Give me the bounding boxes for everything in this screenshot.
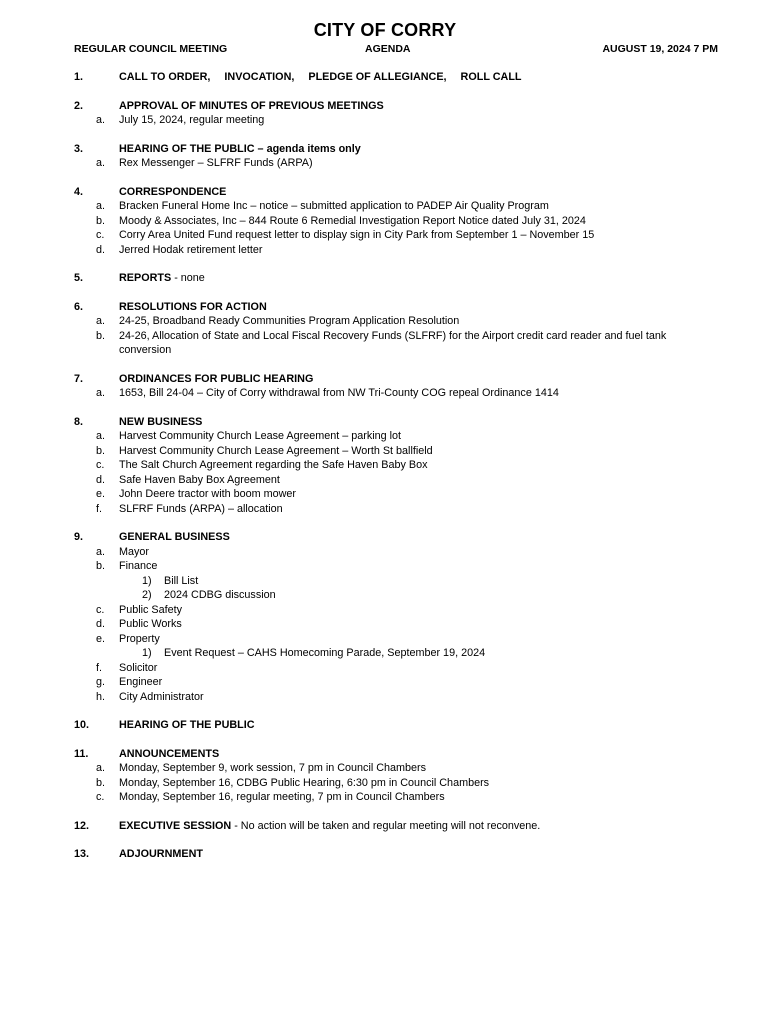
agenda-item-heading — [119, 530, 770, 545]
sub-item — [0, 603, 770, 618]
sub-item — [0, 314, 770, 329]
sub-sub-item — [0, 574, 770, 589]
sub-item — [0, 458, 770, 473]
agenda-item — [0, 99, 770, 128]
agenda-item-number: 5. — [74, 272, 84, 284]
sub-item-text: SLFRF Funds (ARPA) – allocation — [119, 502, 283, 515]
sub-item — [0, 617, 770, 632]
sub-sub-item-text: Event Request – CAHS Homecoming Parade, September 19, 2024 — [164, 647, 486, 659]
agenda-item — [0, 185, 770, 258]
sub-item-text: John Deere tractor with boom mower — [119, 488, 297, 500]
agenda-item-number: 4. — [74, 185, 84, 198]
sub-item — [0, 690, 770, 705]
agenda-item-title: ANNOUNCEMENTS — [119, 747, 220, 760]
sub-item — [0, 661, 770, 676]
sub-item-text: Finance — [119, 560, 158, 572]
sub-item-text: 24-26, Allocation of State and Local Fiscal Recovery Funds (SLFRF) for the Airport credit card reader and fuel tank conversion — [119, 329, 667, 356]
sub-item-letter: b. — [96, 560, 106, 572]
document-title: CITY OF CORRY — [313, 20, 457, 40]
heading-part: INVOCATION, — [224, 71, 295, 83]
sub-item-letter: a. — [96, 762, 106, 774]
sub-item — [0, 429, 770, 444]
sub-sub-item-text: Bill List — [164, 574, 199, 587]
sub-item-letter: e. — [96, 632, 106, 645]
agenda-item-number: 1. — [74, 71, 84, 83]
agenda-item — [0, 847, 770, 862]
sub-item-letter: a. — [96, 157, 106, 169]
sub-sub-item — [0, 646, 770, 661]
sub-item-text: 1653, Bill 24-04 – City of Corry withdrawal from NW Tri-County COG repeal Ordinance 1414 — [119, 387, 559, 399]
agenda-item-heading — [119, 70, 770, 85]
agenda-item-heading — [119, 718, 770, 733]
sub-item — [0, 243, 770, 258]
sub-item-letter: d. — [96, 473, 106, 486]
agenda-item-number: 13. — [74, 848, 90, 860]
sub-item-letter: a. — [96, 315, 106, 327]
agenda-item — [0, 530, 770, 704]
sub-item-letter: a. — [96, 200, 106, 212]
sub-item — [0, 113, 770, 128]
sub-item-text: Harvest Community Church Lease Agreement – Worth St ballfield — [119, 444, 433, 457]
sub-item — [0, 487, 770, 502]
sub-item-text: 24-25, Broadband Ready Communities Program Application Resolution — [119, 315, 460, 327]
agenda-item-number: 2. — [74, 99, 84, 112]
agenda-item-heading — [119, 415, 770, 430]
sub-item-letter: f. — [96, 661, 102, 674]
agenda-item-number: 8. — [74, 415, 84, 428]
sub-item-text: Public Works — [119, 618, 182, 630]
agenda-item — [0, 415, 770, 517]
sub-item-letter: c. — [96, 603, 105, 616]
agenda-item-title: REPORTS — [119, 272, 172, 284]
sub-item-letter: d. — [96, 618, 106, 630]
sub-item — [0, 214, 770, 229]
sub-item-letter: c. — [96, 459, 105, 471]
sub-item-letter: a. — [96, 387, 106, 399]
sub-item-letter: b. — [96, 329, 106, 342]
sub-item-text: Monday, September 16, CDBG Public Hearing, 6:30 pm in Council Chambers — [119, 776, 490, 789]
agenda-item — [0, 70, 770, 85]
sub-sub-item-number: 1) — [142, 647, 152, 659]
sub-item-letter: a. — [96, 114, 106, 126]
sub-item — [0, 790, 770, 805]
agenda-item-heading — [119, 271, 770, 286]
sub-item-letter: a. — [96, 430, 106, 442]
agenda-item — [0, 819, 770, 834]
sub-item-text: Moody & Associates, Inc – 844 Route 6 Remedial Investigation Report Notice dated July 31, 2024 — [119, 214, 586, 227]
agenda-item-heading — [119, 142, 770, 157]
sub-item-letter: f. — [96, 502, 102, 515]
sub-item-text: Corry Area United Fund request letter to display sign in City Park from September 1 – November 15 — [119, 229, 595, 241]
agenda-item-number: 3. — [74, 142, 84, 155]
agenda-list — [0, 70, 770, 876]
sub-item — [0, 444, 770, 459]
agenda-item-title: HEARING OF THE PUBLIC – agenda items only — [119, 142, 361, 155]
sub-item-text: Solicitor — [119, 661, 158, 674]
sub-item-text: Engineer — [119, 676, 163, 688]
sub-item-letter: d. — [96, 243, 106, 256]
sub-item-letter: b. — [96, 444, 106, 457]
agenda-item-title: GENERAL BUSINESS — [119, 531, 230, 543]
agenda-item-number: 11. — [74, 747, 89, 760]
sub-sub-item-text: 2024 CDBG discussion — [164, 589, 276, 601]
agenda-item-number: 12. — [74, 819, 90, 832]
agenda-item-title: EXECUTIVE SESSION — [119, 819, 232, 832]
agenda-item — [0, 372, 770, 401]
sub-sub-item — [0, 588, 770, 603]
sub-item-letter: g. — [96, 676, 106, 688]
sub-item — [0, 502, 770, 517]
agenda-item-heading — [119, 747, 770, 762]
sub-item-text: Public Safety — [119, 603, 183, 616]
sub-item — [0, 675, 770, 690]
agenda-item — [0, 300, 770, 358]
agenda-item — [0, 718, 770, 733]
sub-item-letter: h. — [96, 690, 106, 703]
sub-item-letter: c. — [96, 229, 105, 241]
sub-item — [0, 329, 770, 358]
document-type: AGENDA — [365, 43, 411, 55]
meeting-date: AUGUST 19, 2024 7 PM — [602, 43, 718, 55]
agenda-item-heading — [119, 819, 770, 834]
sub-item-letter: e. — [96, 488, 106, 500]
sub-item-text: Bracken Funeral Home Inc – notice – submitted application to PADEP Air Quality Program — [119, 200, 549, 212]
agenda-item-note: - No action will be taken and regular meeting will not reconvene. — [231, 819, 541, 832]
heading-part: PLEDGE OF ALLEGIANCE, — [308, 71, 447, 83]
sub-item — [0, 473, 770, 488]
sub-item — [0, 559, 770, 574]
agenda-item-heading — [119, 300, 770, 315]
sub-item — [0, 545, 770, 560]
sub-item-text: Rex Messenger – SLFRF Funds (ARPA) — [119, 157, 313, 169]
sub-item-text: Safe Haven Baby Box Agreement — [119, 473, 280, 486]
sub-item-text: Jerred Hodak retirement letter — [119, 243, 263, 256]
agenda-item-number: 6. — [74, 300, 84, 313]
sub-item — [0, 228, 770, 243]
agenda-item-number: 9. — [74, 531, 84, 543]
agenda-item-heading — [119, 372, 770, 387]
agenda-item-heading — [119, 99, 770, 114]
sub-sub-item-number: 2) — [142, 589, 152, 601]
sub-item — [0, 761, 770, 776]
agenda-item-title: ADJOURNMENT — [119, 848, 203, 860]
sub-item — [0, 632, 770, 647]
agenda-item-number: 7. — [74, 372, 84, 385]
sub-item-letter: b. — [96, 214, 106, 227]
sub-item-text: Property — [119, 632, 160, 645]
sub-item-text: Monday, September 16, regular meeting, 7 pm in Council Chambers — [119, 791, 445, 803]
sub-item-text: July 15, 2024, regular meeting — [119, 114, 265, 126]
sub-item-text: The Salt Church Agreement regarding the Safe Haven Baby Box — [119, 459, 428, 471]
agenda-item — [0, 271, 770, 286]
agenda-item-title: HEARING OF THE PUBLIC — [119, 719, 255, 731]
sub-item — [0, 386, 770, 401]
agenda-item-title: NEW BUSINESS — [119, 415, 203, 428]
agenda-item-title: RESOLUTIONS FOR ACTION — [119, 300, 267, 313]
sub-item-text: Monday, September 9, work session, 7 pm in Council Chambers — [119, 762, 427, 774]
sub-item — [0, 156, 770, 171]
sub-sub-item-number: 1) — [142, 574, 152, 587]
sub-item-text: City Administrator — [119, 690, 204, 703]
meeting-type: REGULAR COUNCIL MEETING — [74, 43, 228, 55]
agenda-item-note: - none — [171, 272, 205, 284]
sub-item-text: Mayor — [119, 545, 149, 558]
agenda-item-heading — [119, 847, 770, 862]
sub-item — [0, 776, 770, 791]
agenda-item-title: APPROVAL OF MINUTES OF PREVIOUS MEETINGS — [119, 99, 384, 112]
heading-part: ROLL CALL — [460, 71, 522, 83]
agenda-item-number: 10. — [74, 719, 90, 731]
agenda-item — [0, 747, 770, 805]
sub-item-text: Harvest Community Church Lease Agreement – parking lot — [119, 430, 402, 442]
agenda-item-title: ORDINANCES FOR PUBLIC HEARING — [119, 372, 314, 385]
sub-item-letter: a. — [96, 545, 106, 558]
agenda-item — [0, 142, 770, 171]
sub-item — [0, 199, 770, 214]
agenda-item-title: CORRESPONDENCE — [119, 185, 227, 198]
agenda-item-heading — [119, 185, 770, 200]
sub-item-letter: b. — [96, 776, 106, 789]
heading-part: CALL TO ORDER, — [119, 71, 211, 83]
sub-item-letter: c. — [96, 791, 105, 803]
